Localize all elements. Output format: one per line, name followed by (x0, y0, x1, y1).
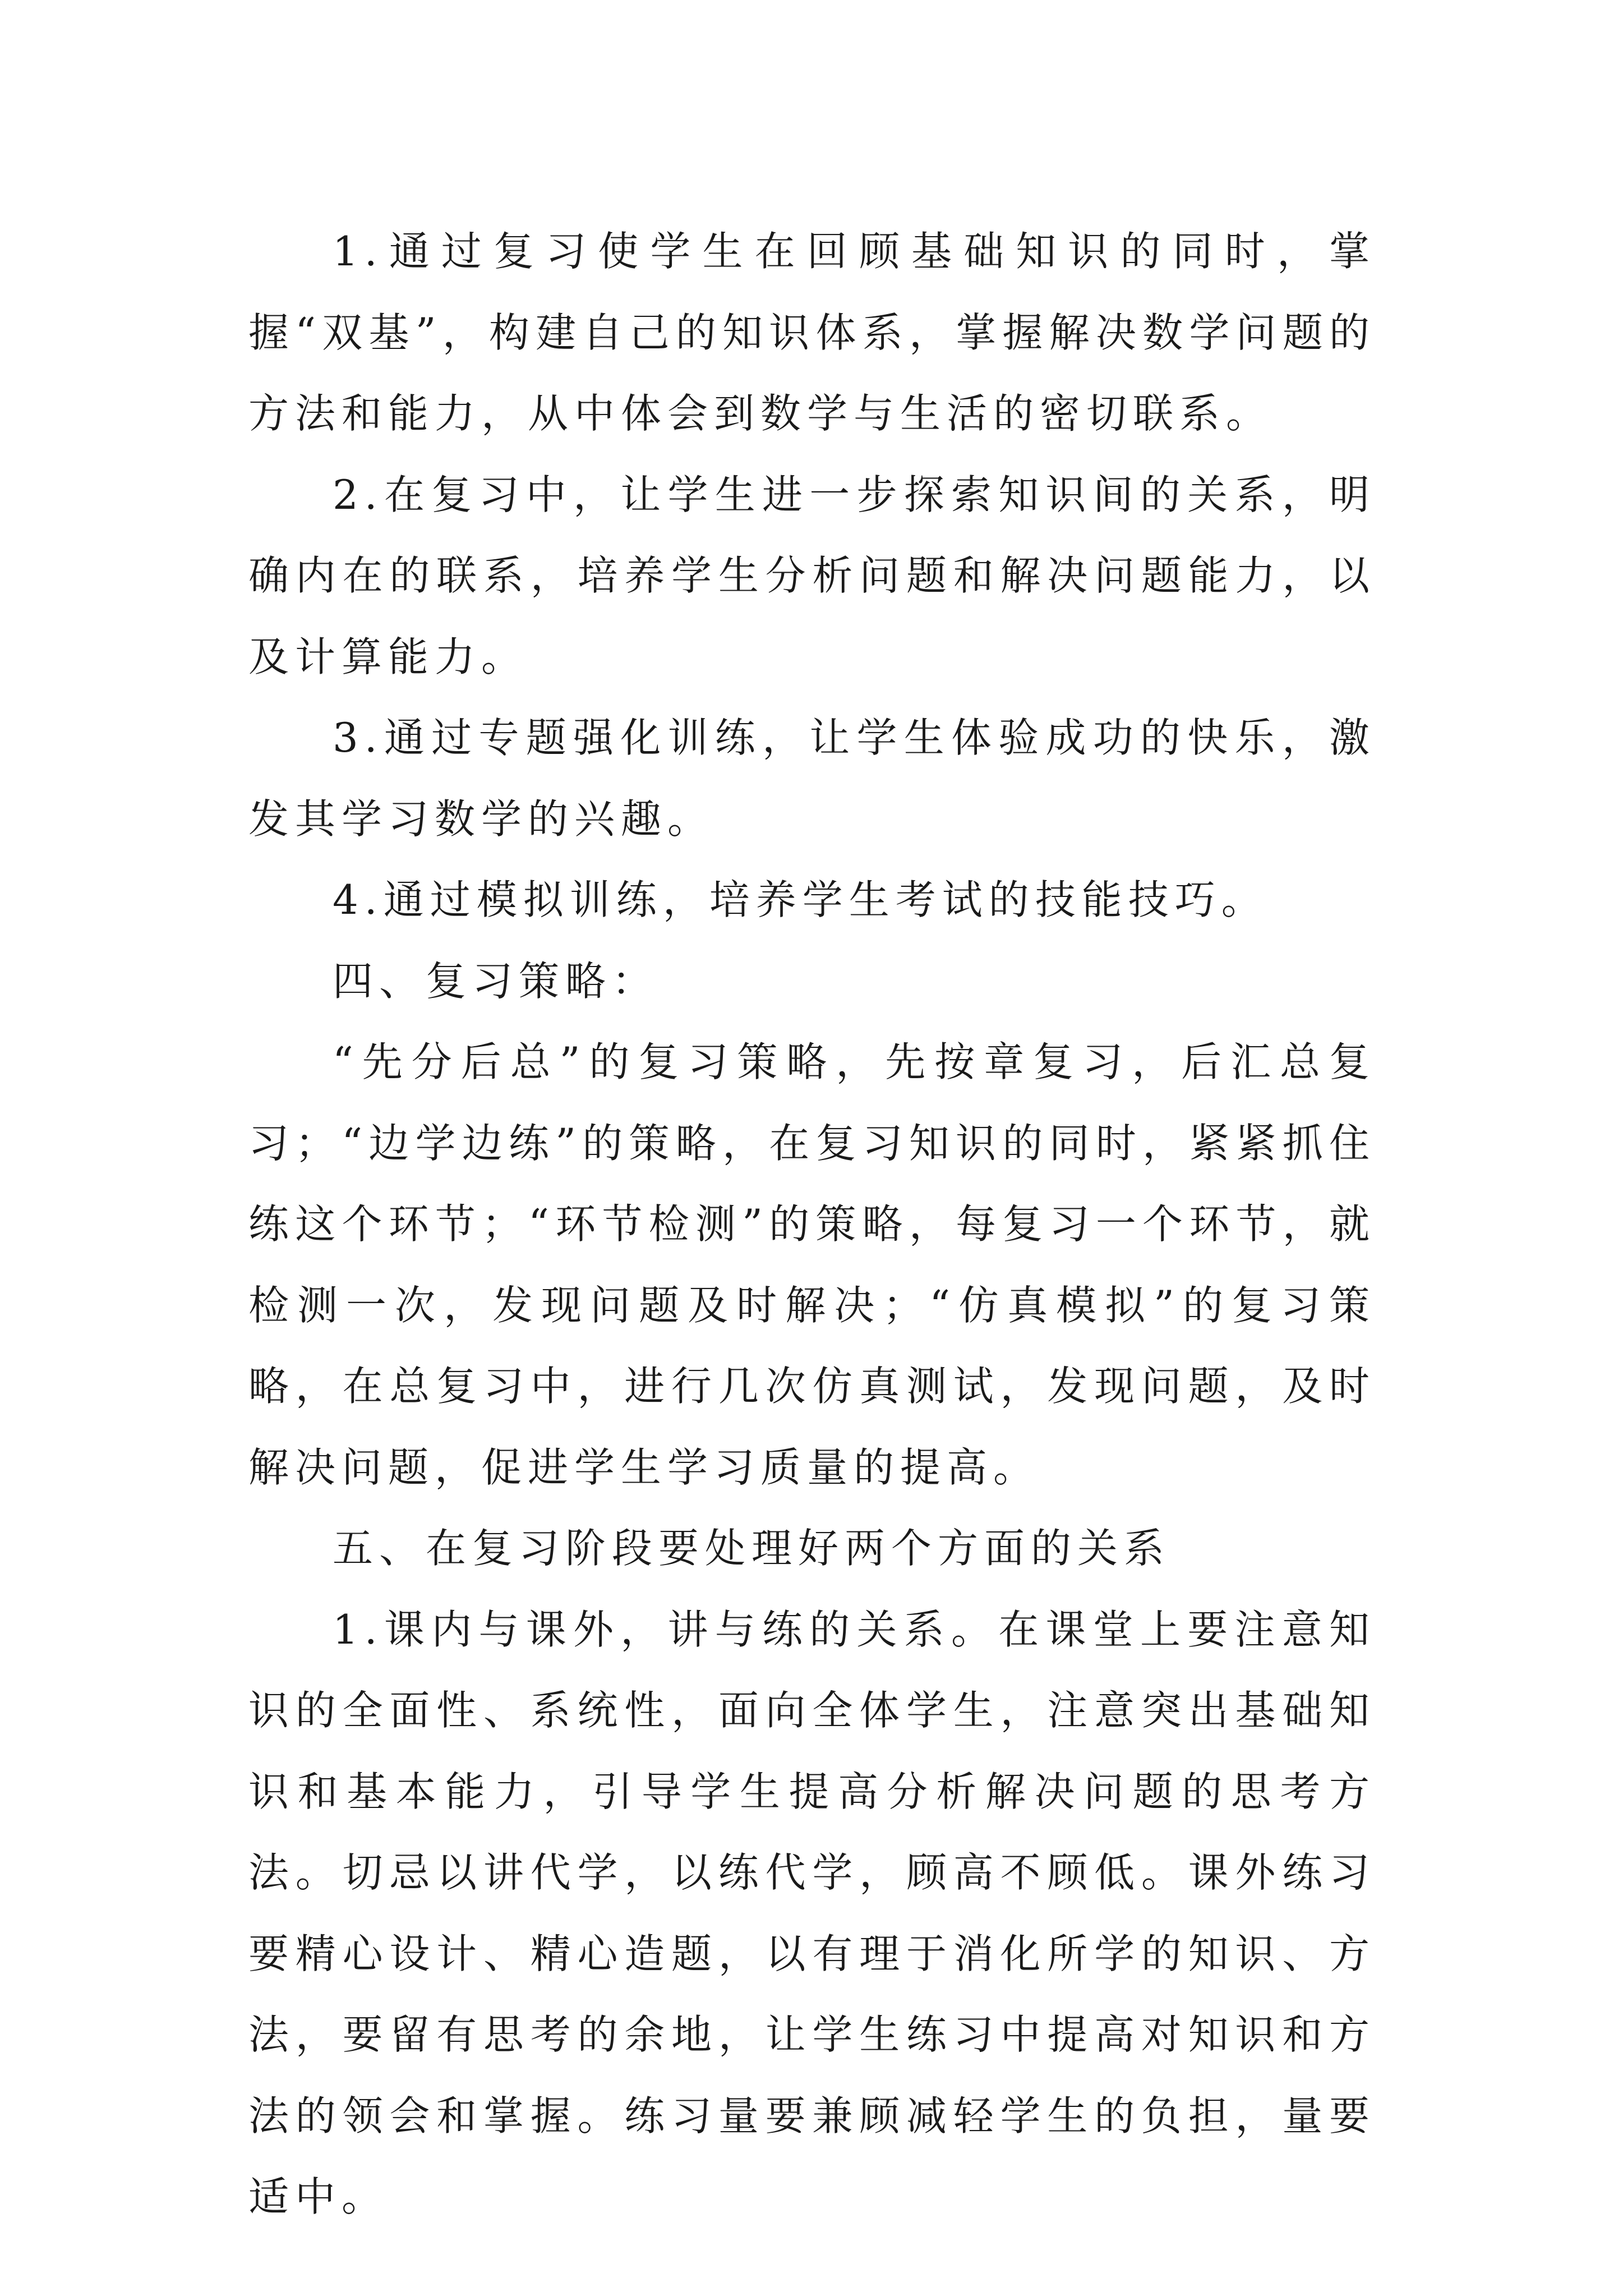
paragraph-goal-2: 2.在复习中，让学生进一步探索知识间的关系，明确内在的联系，培养学生分析问题和解决问题能力，以及计算能力。 (248, 471, 1376, 680)
paragraph-goal-1: 1.通过复习使学生在回顾基础知识的同时，掌握“双基”，构建自己的知识体系，掌握解决数学问题的方法和能力，从中体会到数学与生活的密切联系。 (248, 228, 1376, 437)
paragraph-strategy: “先分后总”的复习策略，先按章复习，后汇总复习；“边学边练”的策略，在复习知识的同时，紧紧抓住练这个环节；“环节检测”的策略，每复习一个环节，就检测一次，发现问题及时解决；“仿真模拟”的复习策略，在总复习中，进行几次仿真测试，发现问题，及时解决问题，促进学生学习质量的提高。 (248, 1038, 1376, 1491)
paragraph-relation-1: 1.课内与课外，讲与练的关系。在课堂上要注意知识的全面性、系统性，面向全体学生，注意突出基础知识和基本能力，引导学生提高分析解决问题的思考方法。切忌以讲代学，以练代学，顾高不顾低。课外练习要精心设计、精心造题，以有理于消化所学的知识、方法，要留有思考的余地，让学生练习中提高对知识和方法的领会和掌握。练习量要兼顾减轻学生的负担，量要适中。 (248, 1605, 1376, 2220)
paragraph-goal-4: 4.通过模拟训练，培养学生考试的技能技巧。 (333, 876, 1268, 923)
section-heading-strategy: 四、复习策略： (333, 957, 659, 1005)
paragraph-goal-3: 3.通过专题强化训练，让学生体验成功的快乐，激发其学习数学的兴趣。 (248, 714, 1376, 843)
document-body (248, 211, 1376, 2238)
section-heading-relations: 五、在复习阶段要处理好两个方面的关系 (333, 1525, 1171, 1572)
